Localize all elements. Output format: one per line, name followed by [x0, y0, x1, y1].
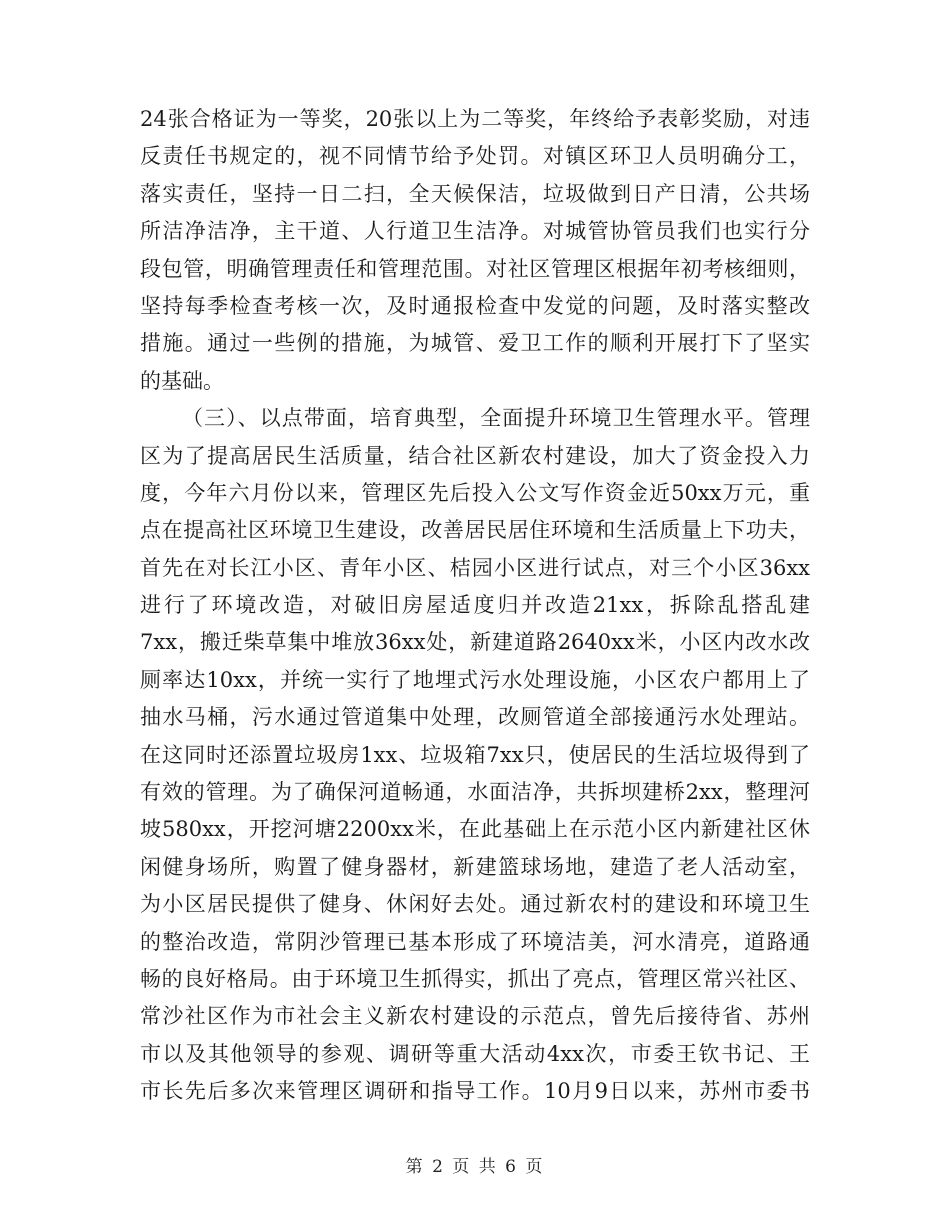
- text-line: 闲健身场所，购置了健身器材，新建篮球场地，建造了老人活动室，: [140, 854, 810, 879]
- text-line: 抽水马桶，污水通过管道集中处理，改厕管道全部接通污水处理站。: [140, 705, 810, 730]
- paragraph-start-line: （三）、以点带面，培育典型，全面提升环境卫生管理水平。管理: [182, 406, 810, 431]
- text-line: 点在提高社区环境卫生建设，改善居民居住环境和生活质量上下功夫，: [140, 518, 810, 543]
- text-line: 段包管，明确管理责任和管理范围。对社区管理区根据年初考核细则，: [140, 256, 810, 281]
- text-line: 在这同时还添置垃圾房1xx、垃圾箱7xx只，使居民的生活垃圾得到了: [140, 742, 810, 767]
- text-line: 所洁净洁净，主干道、人行道卫生洁净。对城管协管员我们也实行分: [140, 219, 810, 244]
- text-line: 坚持每季检查考核一次，及时通报检查中发觉的问题，及时落实整改: [140, 293, 810, 318]
- text-line: 的整治改造，常阴沙管理已基本形成了环境洁美，河水清亮，道路通: [140, 929, 810, 954]
- text-line: 市长先后多次来管理区调研和指导工作。10月9日以来，苏州市委书: [140, 1079, 810, 1104]
- text-line: 24张合格证为一等奖，20张以上为二等奖，年终给予表彰奖励，对违: [140, 107, 810, 131]
- text-line: 厕率达10xx，并统一实行了地埋式污水处理设施，小区农户都用上了: [140, 667, 810, 692]
- text-line: 度，今年六月份以来，管理区先后投入公文写作资金近50xx万元，重: [140, 480, 810, 505]
- body-text: [140, 101, 810, 1111]
- text-line: 首先在对长江小区、青年小区、桔园小区进行试点，对三个小区36xx: [140, 555, 810, 580]
- page-number-footer: 第 2 页 共 6 页: [405, 1157, 545, 1177]
- text-line: 落实责任，坚持一日二扫，全天候保洁，垃圾做到日产日清，公共场: [140, 181, 810, 206]
- text-line: 有效的管理。为了确保河道畅通，水面洁净，共拆坝建桥2xx，整理河: [140, 780, 810, 805]
- text-line: 为小区居民提供了健身、休闲好去处。通过新农村的建设和环境卫生: [140, 892, 810, 917]
- text-line: 常沙社区作为市社会主义新农村建设的示范点，曾先后接待省、苏州: [140, 1004, 810, 1029]
- text-line: 畅的良好格局。由于环境卫生抓得实，抓出了亮点，管理区常兴社区、: [140, 966, 810, 991]
- text-line: 坡580xx，开挖河塘2200xx米，在此基础上在示范小区内新建社区休: [140, 817, 810, 842]
- text-line: 进行了环境改造，对破旧房屋适度归并改造21xx，拆除乱搭乱建: [140, 593, 810, 618]
- text-line: 7xx，搬迁柴草集中堆放36xx处，新建道路2640xx米，小区内改水改: [140, 630, 810, 655]
- text-line: 措施。通过一些例的措施，为城管、爱卫工作的顺利开展打下了坚实: [140, 331, 810, 356]
- text-line: 市以及其他领导的参观、调研等重大活动4xx次，市委王钦书记、王: [140, 1041, 810, 1066]
- text-line: 的基础。: [140, 368, 224, 393]
- text-line: 区为了提高居民生活质量，结合社区新农村建设，加大了资金投入力: [140, 443, 810, 468]
- text-line: 反责任书规定的，视不同情节给予处罚。对镇区环卫人员明确分工，: [140, 144, 810, 169]
